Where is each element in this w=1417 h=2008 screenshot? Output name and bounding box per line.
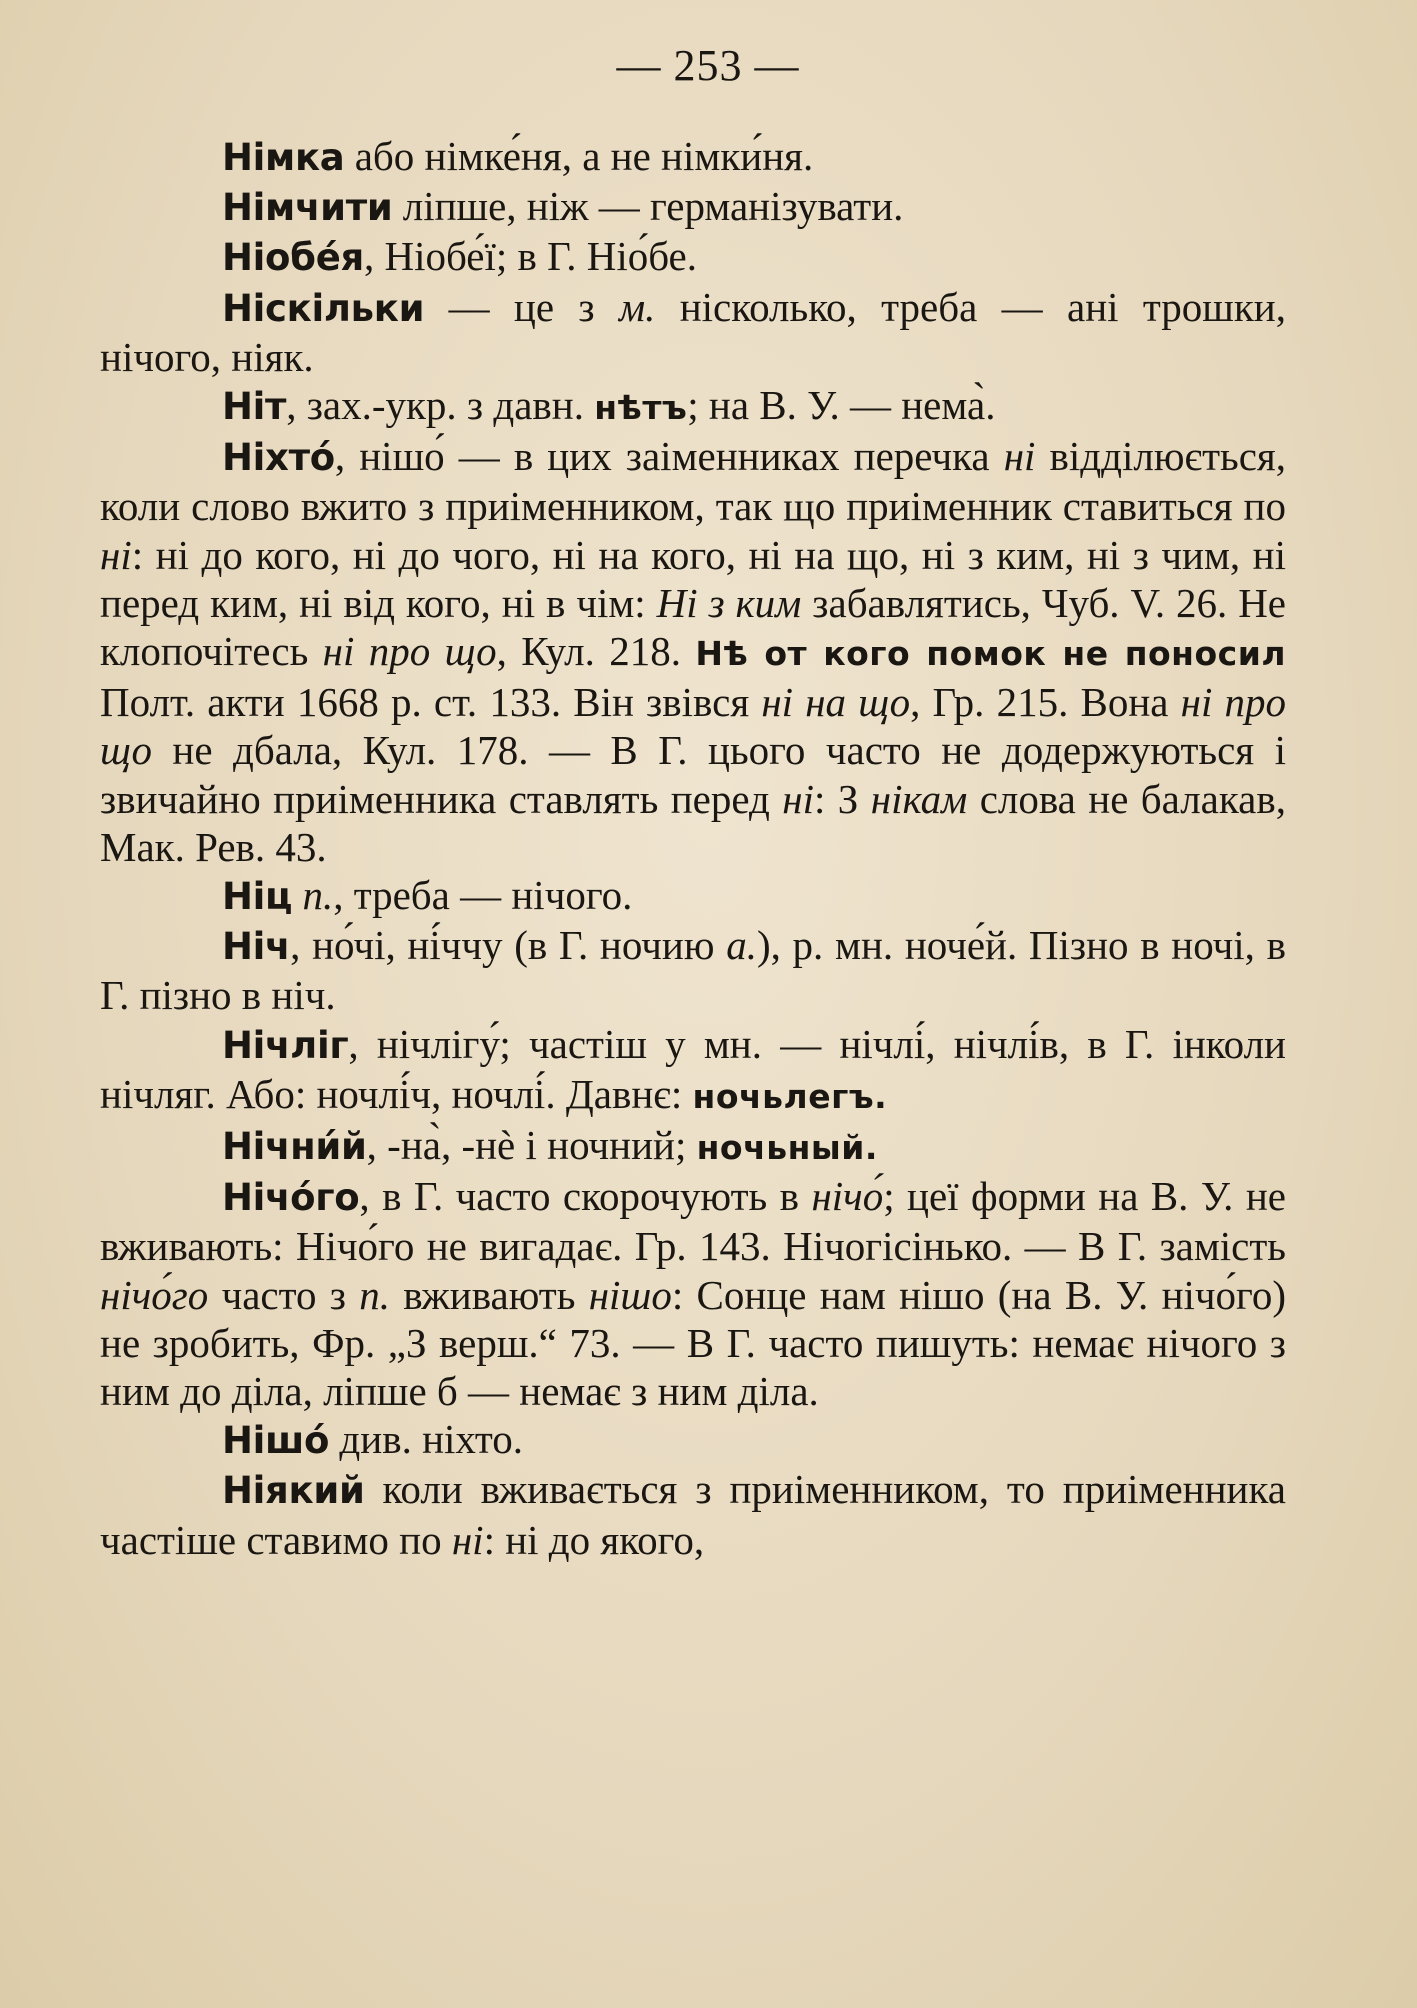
headword: Нішо́: [222, 1419, 330, 1463]
headword: Ніобе́я: [222, 236, 364, 280]
entry-text: нісколько, треба — ані трошки, нічого, ніяк.: [100, 283, 1286, 380]
entry-italic: п.: [302, 872, 334, 919]
entry-old-script: Нѣ от кого помок не поносил: [695, 634, 1286, 674]
entry-text: [292, 872, 302, 918]
entry-text: , -на̀, -нѐ і ночний;: [366, 1122, 697, 1169]
page-number: — 253 —: [616, 41, 800, 90]
entry-italic: ні про що: [322, 628, 497, 675]
entry-text: : Сонце нам нішо (на В. У. нічо́го) не зробить, Фр. „З верш.“ 73. — В Г. часто пишуть: немає нічого з ним до діла, ліпше б — немає з ним діла.: [100, 1271, 1286, 1415]
entry-nichnyi: [100, 1121, 1286, 1172]
entry-text: або німке́ня, а не німки́ня.: [344, 133, 814, 179]
dictionary-page: [100, 36, 1286, 1564]
headword: Ніскільки: [222, 286, 425, 330]
entry-text: ліпше, ніж — германізувати.: [392, 183, 904, 230]
entry-text: , Гр. 215. Вона: [910, 679, 1181, 726]
headword: Ніякий: [222, 1469, 365, 1513]
entry-nichlih: [100, 1020, 1286, 1121]
entry-italic: нішо: [588, 1271, 672, 1318]
entry-text: ; цеї форми на В. У. не вживають: Нічо́го не вигадає. Гр. 143. Нічогісінько. — В Г. замість: [100, 1173, 1286, 1270]
headword: Ніч: [222, 925, 291, 969]
entry-text: відділюється, коли слово вжито з приіменником, так що приіменник ставиться по: [100, 433, 1286, 530]
entry-text: , но́чі, ні́ччу (в Г. ночию: [290, 922, 727, 969]
entry-italic: нічо́: [811, 1173, 884, 1220]
entry-text: : ні до кого, ні до чого, ні на кого, ні на що, ні з ким, ні з чим, ні перед ким, ні від кого, ні в чім:: [100, 531, 1286, 626]
entry-text: , треба — нічого.: [333, 872, 633, 919]
entry-niskilky: [100, 283, 1286, 381]
entry-nimka: [100, 132, 1286, 182]
entry-nisho: [100, 1415, 1286, 1465]
entry-text: забавлятись, Чуб. V. 26. Не клопочітесь: [100, 579, 1287, 675]
entry-old-script: ночьлегъ.: [692, 1076, 888, 1116]
entry-italic: ні: [451, 1516, 484, 1563]
entry-text: часто з: [208, 1271, 360, 1318]
entry-text: — це з: [424, 283, 619, 330]
headword: Нічо́го: [222, 1176, 360, 1220]
entry-nit: [100, 381, 1286, 432]
entry-italic: а.: [726, 922, 757, 969]
entry-italic: Ні з ким: [656, 579, 802, 626]
entry-italic: ні про що: [100, 679, 1286, 774]
entry-italic: ні: [782, 775, 814, 822]
headword: Ніхто́: [222, 436, 335, 480]
headword: Нічліг: [222, 1023, 349, 1067]
entry-niiakyi: [100, 1465, 1286, 1563]
headword: Нічни́й: [222, 1125, 367, 1169]
entry-italic: нікам: [870, 775, 968, 822]
entry-text: , нішо́ — в цих заіменниках перечка: [334, 433, 1004, 480]
entry-italic: ні: [100, 531, 132, 578]
headword: Німчити: [222, 186, 393, 230]
entry-italic: ні на що: [761, 679, 911, 726]
entry-text: коли вживається з приіменником, то приіменника частіше ставимо по: [100, 1466, 1286, 1563]
entry-text: слова не балакав, Мак. Рев. 43.: [100, 775, 1286, 870]
entry-text: : ні до якого,: [483, 1516, 705, 1563]
entry-text: , Кул. 218.: [496, 628, 696, 675]
entry-text: Полт. акти 1668 р. ст. 133. Він звівся: [100, 679, 762, 726]
entry-text: ), р. мн. ноче́й. Пізно в ночі, в Г. пізно в ніч.: [100, 922, 1286, 1019]
entry-nimchyty: [100, 182, 1286, 232]
headword: Ніт: [222, 385, 287, 429]
entry-italic: м.: [618, 283, 656, 330]
entry-text: , нічлігу́; частіш у мн. — нічлі́, нічлі́в, в Г. інколи нічляг. Або: ночлі́ч, ночлі́. Давнє:: [100, 1020, 1286, 1117]
entry-text: , зах.-укр. з давн.: [286, 382, 595, 429]
entry-text: , Ніобе́ї; в Г. Ніо́бе.: [363, 233, 697, 280]
entry-text: ; на В. У. — нема̀.: [687, 382, 996, 429]
entry-text: , в Г. часто скорочують в: [359, 1173, 812, 1220]
entry-text: вживають: [389, 1271, 589, 1318]
entry-nichoho: [100, 1172, 1286, 1415]
entry-text: : З: [814, 775, 871, 822]
entry-nits: [100, 871, 1286, 921]
entry-old-script: ночьный.: [696, 1128, 878, 1168]
headword: Ніц: [222, 875, 293, 919]
entry-niobeia: [100, 232, 1286, 282]
entry-text: див. ніхто.: [329, 1416, 524, 1463]
entry-nich: [100, 921, 1286, 1019]
entry-italic: нічо́го: [100, 1271, 209, 1318]
entry-nikhto: [100, 432, 1286, 871]
entry-old-script: нѣтъ: [594, 388, 688, 428]
entry-italic: ні: [1003, 433, 1036, 480]
entry-text: не дбала, Кул. 178. — В Г. цього часто не додержуються і звичайно приіменника ставлять перед: [100, 727, 1286, 822]
headword: Німка: [222, 136, 345, 179]
entry-italic: п.: [359, 1271, 390, 1318]
